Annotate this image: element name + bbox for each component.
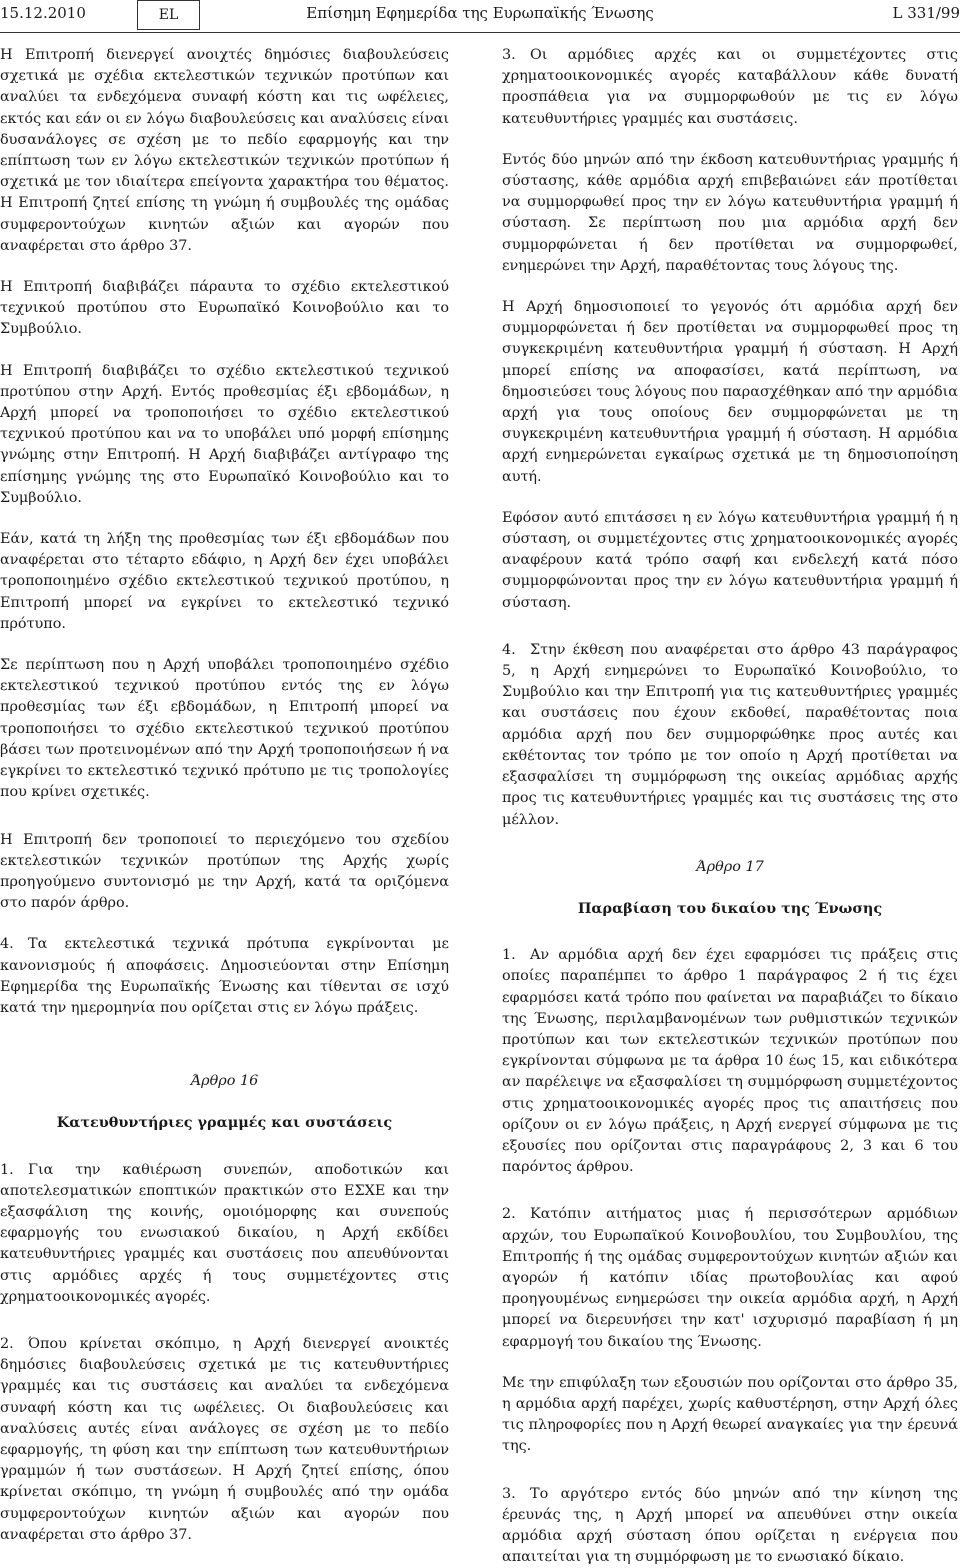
- numbered-paragraph: [502, 45, 958, 130]
- paragraph-text: Οι αρμόδιες αρχές και οι συμμετέχοντες στις χρηματοοικονομικές αγορές καταβάλλουν κάθε δυνατή προσπάθεια για να συμμορφωθούν με τις εν λόγω κατευθυντήριες γραμμές και συστάσεις.: [502, 47, 958, 127]
- page-header: [0, 0, 960, 33]
- paragraph-text: Κατόπιν αιτήματος μιας ή περισσότερων αρμόδιων αρχών, του Ευρωπαϊκού Κοινοβουλίου, του Συμβουλίου, της Επιτροπής ή της ομάδας συμφεροντούχων κινητών αξιών και αγορών ή κατόπιν ιδίας πρωτοβουλίας και αφού προηγουμένως ενημερώσει την οικεία αρμόδια αρχή, η Αρχή μπορεί να διερευνήσει την κατ' ισχυρισμό παραβίαση ή μη εφαρμογή του δικαίου της Ένωσης.: [502, 1206, 958, 1349]
- journal-title: Επίσημη Εφημερίδα της Ευρωπαϊκής Ένωσης: [0, 4, 960, 22]
- article-number: Άρθρο 17: [502, 857, 958, 878]
- paragraph-number: 3.: [502, 45, 530, 66]
- language-code-box: EL: [137, 0, 200, 30]
- paragraph-number: 1.: [502, 945, 530, 966]
- paragraph-number: 4.: [0, 934, 28, 955]
- paragraph: Με την επιφύλαξη των εξουσιών που ορίζονται στο άρθρο 35, η αρμόδια αρχή παρέχει, χωρίς καθυστέρηση, στην Αρχή όλες τις πληροφορίες που η Αρχή θεωρεί αναγκαίες για την έρευνά της.: [502, 1373, 958, 1458]
- paragraph: Σε περίπτωση που η Αρχή υποβάλει τροποποιημένο σχέδιο εκτελεστικού τεχνικού προτύπου εντός της εν λόγω προθεσμίας των έξι εβδομάδων, η Επιτροπή μπορεί να τροποποιήσει το σχέδιο εκτελεστικού τεχνικού προτύπου βάσει των προτεινομένων από την Αρχή τροποποιήσεων ή να εγκρίνει το εκτελεστικό τεχνικό πρότυπο με τις τροπολογίες που κρίνει σχετικές.: [0, 655, 449, 803]
- paragraph: Εφόσον αυτό επιτάσσει η εν λόγω κατευθυντήρια γραμμή ή η σύσταση, οι συμμετέχοντες στις χρηματοοικονομικές αγορές αναφέρουν κατά τρόπο σαφή και ενδελεχή κατά πόσο συμμορφώνονται προς την εν λόγω κατευθυντήρια γραμμή ή σύσταση.: [502, 508, 958, 614]
- numbered-paragraph: [0, 1334, 449, 1546]
- paragraph-text: Για την καθιέρωση συνεπών, αποδοτικών και αποτελεσματικών εποπτικών πρακτικών στο ΕΣΧΕ και την εξασφάλιση της κοινής, ομοιόμορφης και συνεπούς εφαρμογής του ενωσιακού δικαίου, η Αρχή εκδίδει κατευθυντήριες γραμμές και συστάσεις που απευθύνονται στις αρμόδιες αρχές ή τους συμμετέχοντες στις χρηματοοικονομικές αγορές.: [0, 1162, 449, 1305]
- paragraph: Η Επιτροπή διαβιβάζει πάραυτα το σχέδιο εκτελεστικού τεχνικού προτύπου στο Ευρωπαϊκό Κοινοβούλιο και το Συμβούλιο.: [0, 277, 449, 341]
- paragraph-number: 4.: [502, 640, 530, 661]
- paragraph: Η Επιτροπή δεν τροποποιεί το περιεχόμενο του σχεδίου εκτελεστικών τεχνικών προτύπων της Αρχής χωρίς προηγούμενο συντονισμό με την Αρχή, κατά τα οριζόμενα στο παρόν άρθρο.: [0, 830, 449, 915]
- paragraph-number: 2.: [0, 1334, 28, 1355]
- paragraph-text: Όπου κρίνεται σκόπιμο, η Αρχή διενεργεί ανοικτές δημόσιες διαβουλεύσεις σχετικά με τις κατευθυντήριες γραμμές και τις συστάσεις και αναλύει τα ενδεχόμενα συναφή κόστη και τις ωφέλειες. Οι διαβουλεύσεις και αναλύσεις αυτές είναι ανάλογες σε σχέση με το πεδίο εφαρμογής, τη φύση και την επίπτωση των κατευθυντήριων γραμμών ή των συστάσεων. Η Αρχή ζητεί επίσης, όπου κρίνεται σκόπιμο, τη γνώμη ή συμβουλές από την ομάδα συμφεροντούχων κινητών αξιών και αγορών που αναφέρεται στο άρθρο 37.: [0, 1336, 449, 1543]
- numbered-paragraph: [502, 640, 958, 831]
- numbered-paragraph: [502, 945, 958, 1178]
- paragraph: Η Επιτροπή διενεργεί ανοιχτές δημόσιες διαβουλεύσεις σχετικά με σχέδια εκτελεστικών τεχνικών προτύπων και αναλύει τα ενδεχόμενα συναφή κόστη και τις ωφέλειες, εκτός και εάν οι εν λόγω διαβουλεύσεις και αναλύσεις είναι δυσανάλογες σε σχέση με το πεδίο εφαρμογής και την επίπτωση των εν λόγω εκτελεστικών τεχνικών προτύπων ή σχετικά με τον ιδιαίτερα επείγοντα χαρακτήρα του θέματος. Η Επιτροπή ζητεί επίσης τη γνώμη ή συμβουλές της ομάδας συμφεροντούχων κινητών αξιών και αγορών που αναφέρεται στο άρθρο 37.: [0, 45, 449, 257]
- paragraph-number: 1.: [0, 1160, 28, 1181]
- right-column: [502, 45, 958, 1568]
- paragraph-number: 3.: [502, 1484, 530, 1505]
- paragraph: Η Επιτροπή διαβιβάζει το σχέδιο εκτελεστικού τεχνικού προτύπου στην Αρχή. Εντός προθεσμίας έξι εβδομάδων, η Αρχή μπορεί να τροποποιήσει το σχέδιο εκτελεστικού τεχνικού προτύπου και να το υποβάλει υπό μορφή επίσημης γνώμης στην Επιτροπή. Η Αρχή διαβιβάζει αντίγραφο της επίσημης γνώμης της στο Ευρωπαϊκό Κοινοβούλιο και το Συμβούλιο.: [0, 361, 449, 509]
- numbered-paragraph: [502, 1204, 958, 1352]
- article-number: Άρθρο 16: [0, 1071, 449, 1092]
- left-column: [0, 45, 449, 1546]
- numbered-paragraph: [0, 934, 449, 1019]
- paragraph: Εάν, κατά τη λήξη της προθεσμίας των έξι εβδομάδων που αναφέρεται στο τέταρτο εδάφιο, η Αρχή δεν έχει υποβάλει τροποποιημένο σχέδιο εκτελεστικού τεχνικού προτύπου, η Επιτροπή μπορεί να εγκρίνει το εκτελεστικό τεχνικό πρότυπο.: [0, 529, 449, 635]
- numbered-paragraph: [0, 1160, 449, 1308]
- paragraph-text: Τα εκτελεστικά τεχνικά πρότυπα εγκρίνονται με κανονισμούς ή αποφάσεις. Δημοσιεύονται στην Επίσημη Εφημερίδα της Ευρωπαϊκής Ένωσης και τίθενται σε ισχύ κατά την ημερομηνία που ορίζεται στις εν λόγω πράξεις.: [0, 936, 449, 1016]
- paragraph-text: Αν αρμόδια αρχή δεν έχει εφαρμόσει τις πράξεις στις οποίες παραπέμπει το άρθρο 1 παράγραφος 2 ή τις έχει εφαρμόσει κατά τρόπο που φαίνεται να παραβιάζει το δίκαιο της Ένωσης, περιλαμβανομένων των ρυθμιστικών τεχνικών προτύπων και των εκτελεστικών τεχνικών προτύπων που εγκρίνονται σύμφωνα με τα άρθρα 10 έως 15, και ειδικότερα αν παρέλειψε να εξασφαλίσει τη συμμόρφωση συμμετέχοντος στις χρηματοοικονομικές αγορές προς τις απαιτήσεις που ορίζουν οι εν λόγω πράξεις, η Αρχή ενεργεί σύμφωνα με τις εξουσίες που ορίζονται στις παραγράφους 2, 3 και 6 του παρόντος άρθρου.: [502, 947, 958, 1175]
- paragraph-text: Το αργότερο εντός δύο μηνών από την κίνηση της έρευνάς της, η Αρχή μπορεί να απευθύνει στην οικεία αρμόδια αρχή σύσταση όπου ορίζεται η ενέργεια που απαιτείται για τη συμμόρφωση με το ενωσιακό δίκαιο.: [502, 1486, 958, 1566]
- paragraph-text: Στην έκθεση που αναφέρεται στο άρθρο 43 παράγραφος 5, η Αρχή ενημερώνει το Ευρωπαϊκό Κοινοβούλιο, το Συμβούλιο και την Επιτροπή για τις κατευθυντήριες γραμμές και συστάσεις που έχουν εκδοθεί, παραθέτοντας ποια αρμόδια αρχή που δεν συμμορφώθηκε προς αυτές και εκθέτοντας τον τρόπο με τον οποίο η Αρχή προτίθεται να εξασφαλίσει τη συμμόρφωση της οικείας αρμόδιας αρχής προς τις κατευθυντήριες γραμμές και τις συστάσεις της στο μέλλον.: [502, 642, 958, 828]
- paragraph: Εντός δύο μηνών από την έκδοση κατευθυντήριας γραμμής ή σύστασης, κάθε αρμόδια αρχή επιβεβαιώνει εάν προτίθεται να συμμορφωθεί προς την εν λόγω κατευθυντήρια γραμμή ή σύσταση. Σε περίπτωση που μια αρμόδια αρχή δεν συμμορφώνεται ή δεν προτίθεται να συμμορφωθεί, ενημερώνει την Αρχή, παραθέτοντας τους λόγους της.: [502, 150, 958, 277]
- article-title: Κατευθυντήριες γραμμές και συστάσεις: [0, 1112, 449, 1133]
- article-title: Παραβίαση του δικαίου της Ένωσης: [502, 898, 958, 919]
- paragraph: Η Αρχή δημοσιοποιεί το γεγονός ότι αρμόδια αρχή δεν συμμορφώνεται ή δεν προτίθεται να συμμορφωθεί προς τη συγκεκριμένη κατευθυντήρια γραμμή ή σύσταση. Η Αρχή μπορεί επίσης να αποφασίσει, κατά περίπτωση, να δημοσιεύσει τους λόγους που παρασχέθηκαν από την αρμόδια αρχή για τους οποίους δεν συμμορφώνεται με τη συγκεκριμένη κατευθυντήρια γραμμή ή σύσταση. Η αρμόδια αρχή ενημερώνεται εγκαίρως σχετικά με τη δημοσιοποίηση αυτή.: [502, 297, 958, 488]
- header-date: 15.12.2010: [0, 4, 86, 22]
- numbered-paragraph: [502, 1484, 958, 1568]
- paragraph-number: 2.: [502, 1204, 530, 1225]
- page-number: L 331/99: [893, 4, 960, 22]
